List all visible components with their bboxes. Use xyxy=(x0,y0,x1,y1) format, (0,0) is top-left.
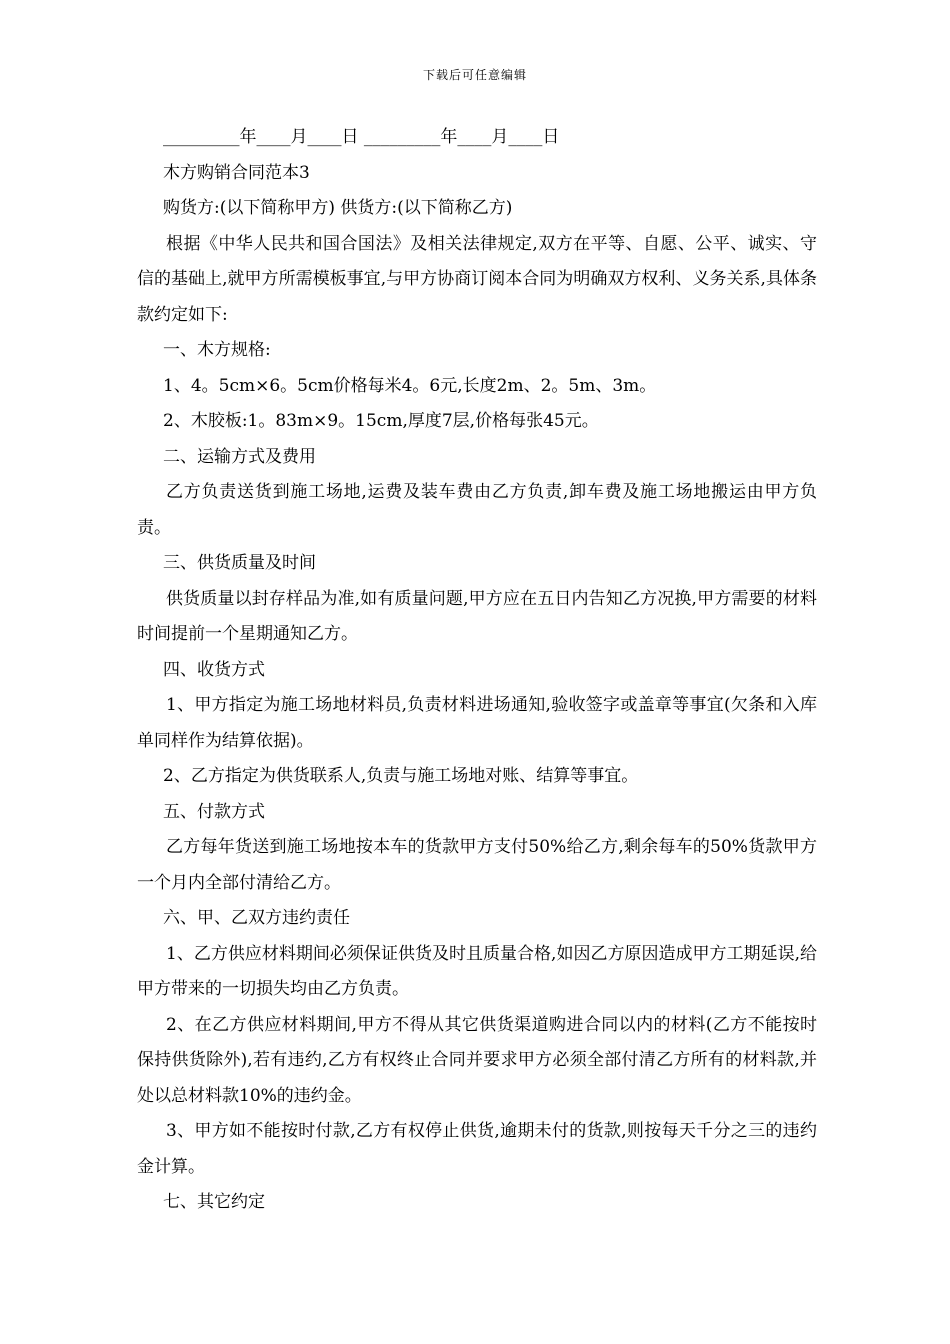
section-2-text: 乙方负责送货到施工场地,运费及装车费由乙方负责,卸车费及施工场地搬运由甲方负责。 xyxy=(137,482,817,538)
section-5-text: 乙方每年货送到施工场地按本车的货款甲方支付50%给乙方,剩余每车的50%货款甲方一个月内全部付清给乙方。 xyxy=(137,837,817,893)
contract-title: 木方购销合同范本3 xyxy=(163,162,310,183)
section-4-item-1: 1、甲方指定为施工场地材料员,负责材料进场通知,验收签字或盖章等事宜(欠条和入库单同样作为结算依据)。 xyxy=(137,695,817,751)
section-7-title: 七、其它约定 xyxy=(163,1192,265,1212)
date-line: _________年____月____日 _________年____月____日 xyxy=(163,127,560,147)
section-2-title: 二、运输方式及费用 xyxy=(163,446,316,467)
section-6-item-1: 1、乙方供应材料期间必须保证供货及时且质量合格,如因乙方原因造成甲方工期延误,给甲方带来的一切损失均由乙方负责。 xyxy=(137,943,817,999)
section-1-title: 一、木方规格: xyxy=(163,340,271,360)
section-3-title: 三、供货质量及时间 xyxy=(163,553,316,573)
contract-body xyxy=(137,120,817,1221)
section-1-item-2: 2、木胶板:1。83m×9。15cm,厚度7层,价格每张45元。 xyxy=(163,411,599,431)
section-4-item-2: 2、乙方指定为供货联系人,负责与施工场地对账、结算等事宜。 xyxy=(163,766,639,786)
section-3-text: 供货质量以封存样品为准,如有质量问题,甲方应在五日内告知乙方况换,甲方需要的材料时间提前一个星期通知乙方。 xyxy=(137,588,817,644)
section-6-item-3: 3、甲方如不能按时付款,乙方有权停止供货,逾期未付的货款,则按每天千分之三的违约金计算。 xyxy=(137,1121,817,1177)
parties-line: 购货方:(以下简称甲方) 供货方:(以下简称乙方) xyxy=(163,198,513,218)
intro-paragraph: 根据《中华人民共和国合国法》及相关法律规定,双方在平等、自愿、公平、诚实、守信的基础上,就甲方所需模板事宜,与甲方协商订阅本合同为明确双方权利、义务关系,具体条款约定如下: xyxy=(137,233,817,325)
header-note: 下载后可任意编辑 xyxy=(422,68,527,82)
section-1-item-1: 1、4。5cm×6。5cm价格每米4。6元,长度2m、2。5m、3m。 xyxy=(163,375,657,396)
section-6-title: 六、甲、乙双方违约责任 xyxy=(163,908,350,928)
section-6-item-2: 2、在乙方供应材料期间,甲方不得从其它供货渠道购进合同以内的材料(乙方不能按时保持供货除外),若有违约,乙方有权终止合同并要求甲方必须全部付清乙方所有的材料款,并处以总材料款10%的违约金。 xyxy=(137,1014,817,1106)
section-4-title: 四、收货方式 xyxy=(163,659,265,680)
section-5-title: 五、付款方式 xyxy=(163,801,265,822)
